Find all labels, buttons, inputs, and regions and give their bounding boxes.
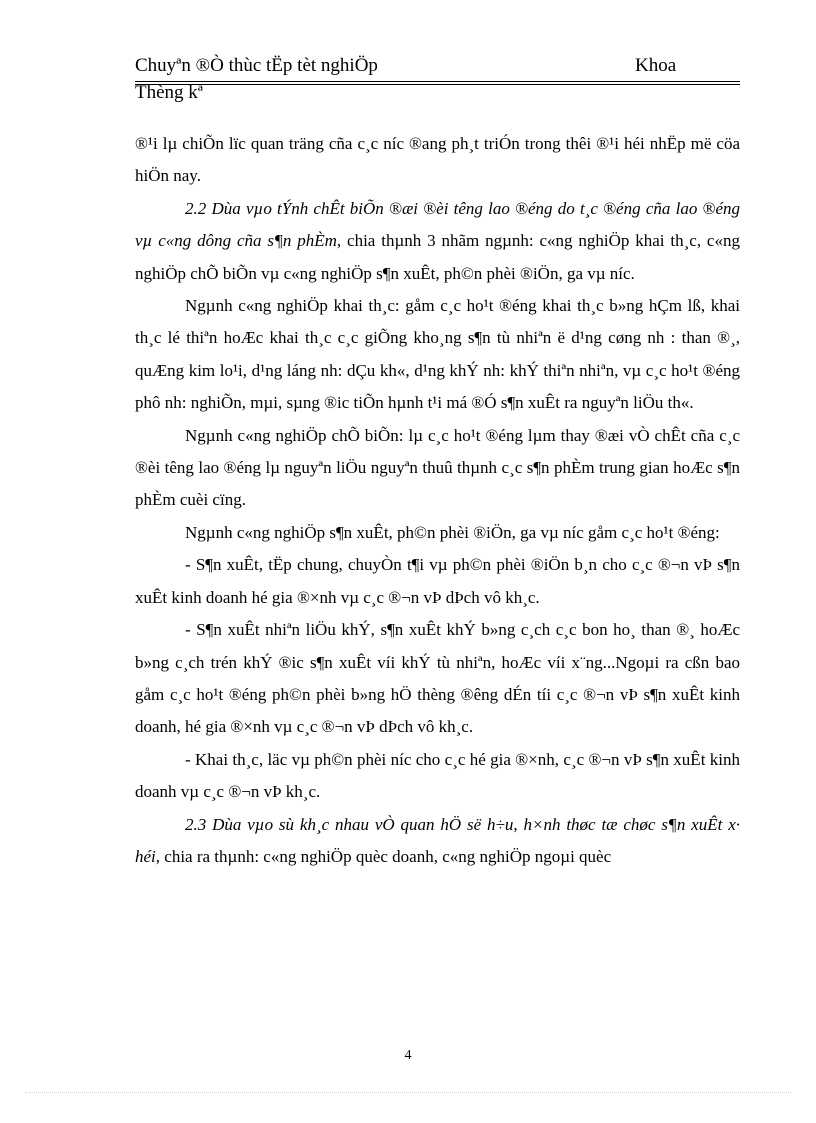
header-faculty: Khoa xyxy=(635,55,677,76)
document-body xyxy=(135,128,740,873)
page-number: 4 xyxy=(404,1048,412,1063)
paragraph-7: - S¶n xuÊt nhiªn liÖu khÝ, s¶n xuÊt khÝ b»ng c¸ch c¸c bon ho¸ than ®¸ hoÆc b»ng c¸ch trén khÝ ®ic s¶n xuÊt víi khÝ tù nhiªn, hoÆc víi x¨ng...Ngoµi ra cßn bao gåm c¸c ho¹t ®éng ph©n phèi b»ng hÖ thèng ®êng dÉn tíi c¸c ®¬n vÞ s¶n xuÊt kinh doanh, hé gia ®×nh vµ c¸c ®¬n vÞ dÞch vô kh¸c. xyxy=(135,620,740,737)
header-rule-top xyxy=(135,81,740,82)
header-title: Chuyªn ®Ò thùc tËp tèt nghiÖp xyxy=(135,55,378,76)
paragraph-9: 2.3 Dùa vµo sù kh¸c nhau vÒ quan hÖ së h÷u, h×nh thøc tæ chøc s¶n xuÊt x· héi, chia ra thµnh: c«ng nghiÖp quèc doanh, c«ng nghiÖp ngoµi quèc xyxy=(135,814,740,866)
header-subtitle: Thèng kª xyxy=(135,82,204,103)
header-rule-bottom xyxy=(135,84,740,85)
paragraph-1: ®¹i lµ chiÕn lïc quan träng cña c¸c níc ®ang ph¸t triÓn trong thêi ®¹i héi nhËp më cöa hiÖn nay. xyxy=(135,134,740,186)
paragraph-6: - S¶n xuÊt, tËp chung, chuyÒn t¶i vµ ph©n phèi ®iÖn b¸n cho c¸c ®¬n vÞ s¶n xuÊt kinh doanh hé gia ®×nh vµ c¸c ®¬n vÞ dÞch vô kh¸c. xyxy=(135,555,740,607)
paragraph-3: Ngµnh c«ng nghiÖp khai th¸c: gåm c¸c ho¹t ®éng khai th¸c b»ng hÇm lß, khai th¸c lé thiªn hoÆc khai th¸c c¸c giÕng kho¸ng s¶n tù nhiªn ë d¹ng cøng nh : than ®¸, quÆng kim lo¹i, d¹ng láng nh: dÇu kh«, d¹ng khÝ nh: khÝ thiªn nhiªn, vµ c¸c ho¹t ®éng phô nh: nghiÕn, mµi, sµng ®ic tiÕn hµnh t¹i má ®Ó s¶n xuÊt ra nguyªn liÖu th«. xyxy=(135,296,740,413)
paragraph-5: Ngµnh c«ng nghiÖp s¶n xuÊt, ph©n phèi ®iÖn, ga vµ níc gåm c¸c ho¹t ®éng: xyxy=(185,522,720,542)
paragraph-4: Ngµnh c«ng nghiÖp chÕ biÕn: lµ c¸c ho¹t ®éng lµm thay ®æi vÒ chÊt cña c¸c ®èi têng lao ®éng lµ nguyªn liÖu nguyªn thuû thµnh c¸c s¶n phÈm trung gian hoÆc s¶n phÈm cuèi cïng. xyxy=(135,425,740,510)
paragraph-2: 2.2 Dùa vµo tÝnh chÊt biÕn ®æi ®èi têng lao ®éng do t¸c ®éng cña lao ®éng vµ c«ng dông cña s¶n phÈm, chia thµnh 3 nhãm ngµnh: c«ng nghiÖp khai th¸c, c«ng nghiÖp chÕ biÕn vµ c«ng nghiÖp s¶n xuÊt, ph©n phèi ®iÖn, ga vµ níc. xyxy=(135,198,740,283)
paragraph-8: - Khai th¸c, läc vµ ph©n phèi níc cho c¸c hé gia ®×nh, c¸c ®¬n vÞ s¶n xuÊt kinh doanh vµ c¸c ®¬n vÞ kh¸c. xyxy=(135,749,740,802)
page-bottom-border xyxy=(25,1092,791,1093)
